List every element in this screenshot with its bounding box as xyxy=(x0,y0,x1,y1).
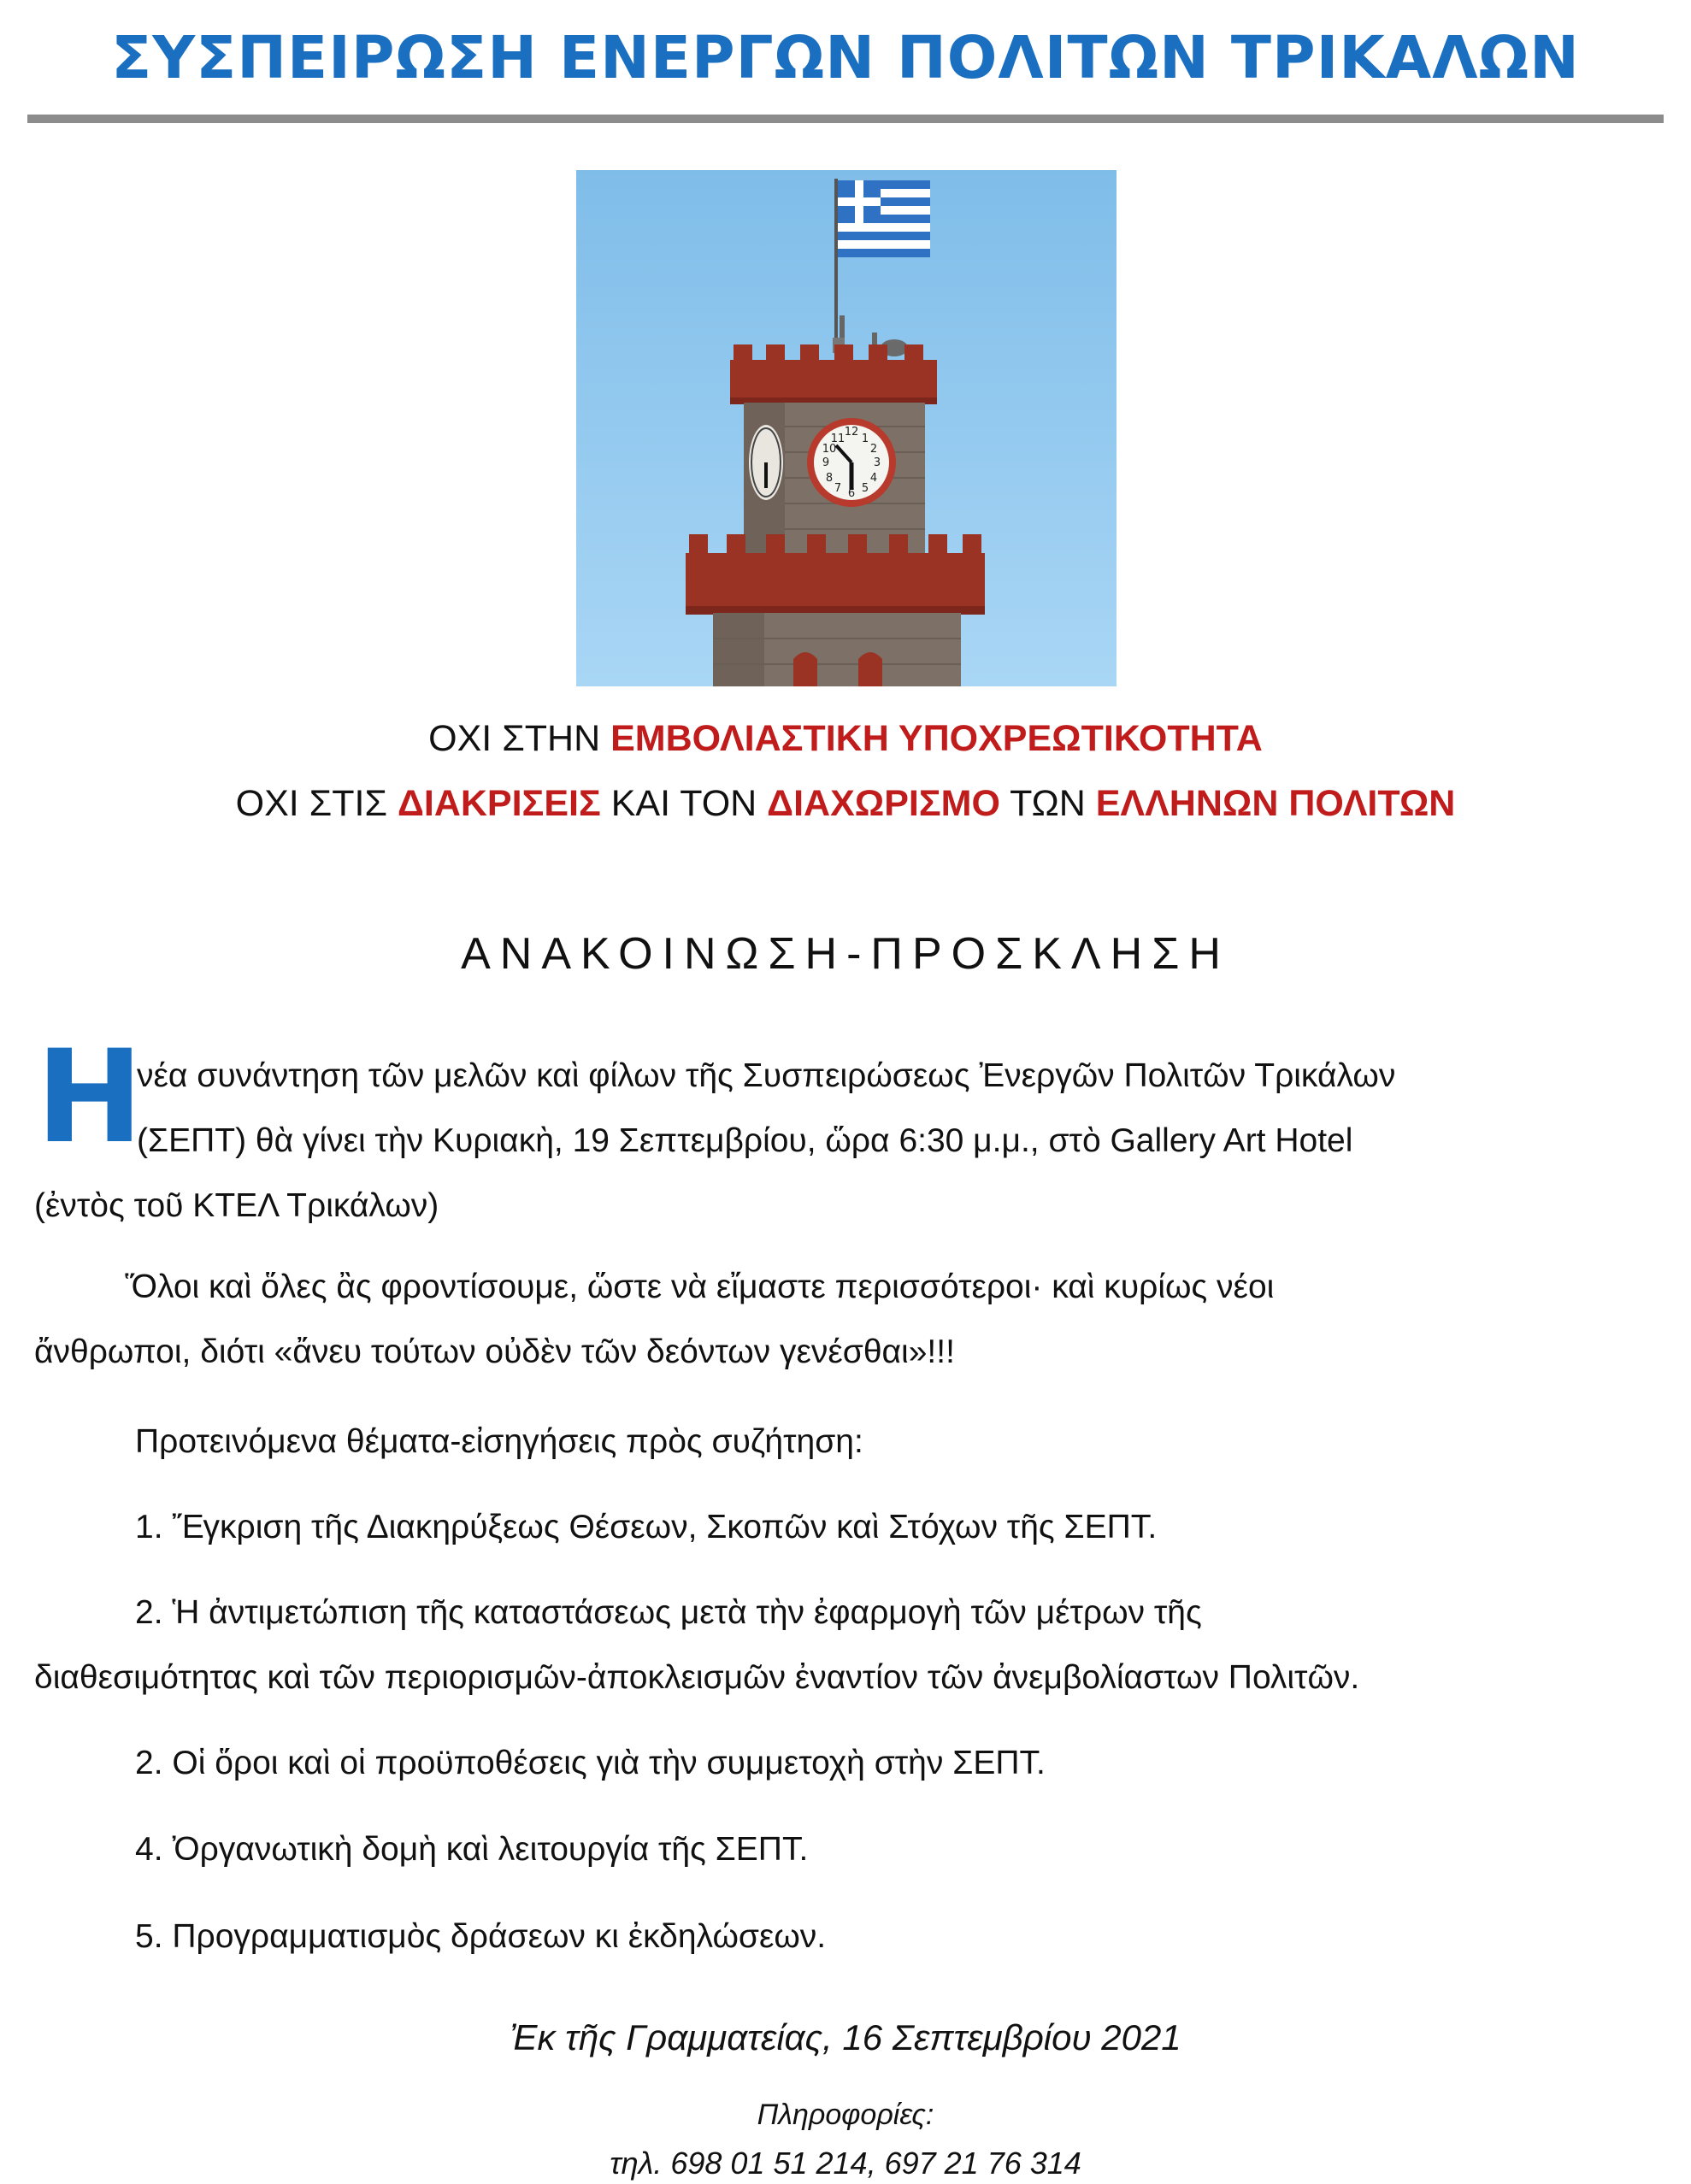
topic-item-continuation: διαθεσιμότητας καὶ τῶν περιορισμῶν-ἀποκλεισμῶν ἐναντίον τῶν ἀνεμβολίαστων Πολιτῶν. xyxy=(34,1659,1360,1696)
intro-line-1: νέα συνάντηση τῶν μελῶν καὶ φίλων τῆς Συσπειρώσεως Ἐνεργῶν Πολιτῶν Τρικάλων xyxy=(137,1057,1396,1094)
appeal-line-1: Ὅλοι καὶ ὅλες ἂς φροντίσουμε, ὥστε νὰ εἴμαστε περισσότεροι· καὶ κυρίως νέοι xyxy=(125,1269,1275,1305)
svg-text:3: 3 xyxy=(873,456,881,469)
slogan-emphasis: ΕΛΛΗΝΩΝ ΠΟΛΙΤΩΝ xyxy=(1095,783,1456,824)
svg-text:10: 10 xyxy=(822,443,837,456)
clock-face-side xyxy=(749,425,783,500)
svg-text:8: 8 xyxy=(825,472,834,485)
topics-intro: Προτεινόμενα θέματα-εἰσηγήσεις πρὸς συζήτηση: xyxy=(135,1423,863,1460)
slogan-emphasis: ΔΙΑΧΩΡΙΣΜΟ xyxy=(767,783,1000,824)
slogan-text: ΟΧΙ ΣΤΙΣ xyxy=(235,783,398,824)
intro-line-2: (ΣΕΠΤ) θὰ γίνει τὴν Κυριακὴ, 19 Σεπτεμβρίου, ὥρα 6:30 μ.μ., στὸ Gallery Art Hotel xyxy=(137,1122,1353,1159)
svg-text:7: 7 xyxy=(834,482,842,495)
header-divider xyxy=(27,115,1664,123)
svg-text:6: 6 xyxy=(847,487,856,500)
slogan-line-1 xyxy=(0,718,1691,760)
intro-line-3: (ἐντὸς τοῦ ΚΤΕΛ Τρικάλων) xyxy=(34,1187,439,1224)
slogan-text: ΟΧΙ ΣΤΗΝ xyxy=(428,718,611,759)
drop-cap: Η xyxy=(36,1023,144,1172)
topic-item: 2. Ἡ ἀντιμετώπιση τῆς καταστάσεως μετὰ τὴν ἐφαρμογὴ τῶν μέτρων τῆς xyxy=(135,1594,1202,1631)
svg-text:4: 4 xyxy=(869,472,878,485)
slogan-line-2 xyxy=(0,783,1691,825)
svg-text:2: 2 xyxy=(869,443,878,456)
topic-item: 2. Οἱ ὅροι καὶ οἱ προϋποθέσεις γιὰ τὴν συμμετοχὴ στὴν ΣΕΠΤ. xyxy=(135,1745,1046,1781)
slogan-emphasis: ΕΜΒΟΛΙΑΣΤΙΚΗ ΥΠΟΧΡΕΩΤΙΚΟΤΗΤΑ xyxy=(610,718,1263,759)
topic-item: 1. Ἔγκριση τῆς Διακηρύξεως Θέσεων, Σκοπῶν καὶ Στόχων τῆς ΣΕΠΤ. xyxy=(135,1509,1158,1545)
slogan-emphasis: ΔΙΑΚΡΙΣΕΙΣ xyxy=(397,783,601,824)
svg-text:9: 9 xyxy=(822,456,830,469)
appeal-line-2: ἄνθρωποι, διότι «ἄνευ τούτων οὐδὲν τῶν δεόντων γενέσθαι»!!! xyxy=(34,1333,955,1370)
contact-phones: τηλ. 698 01 51 214, 697 21 76 314 xyxy=(610,2146,1081,2181)
topic-item: 4. Ὀργανωτικὴ δομὴ καὶ λειτουργία τῆς ΣΕΠΤ. xyxy=(135,1831,809,1868)
slogan-text: ΚΑΙ ΤΟΝ xyxy=(600,783,768,824)
announcement-heading: ΑΝΑΚΟΙΝΩΣΗ-ΠΡΟΣΚΛΗΣΗ xyxy=(461,929,1230,979)
clock-tower-photo xyxy=(576,170,1117,686)
topic-item: 5. Προγραμματισμὸς δράσεων κι ἐκδηλώσεων. xyxy=(135,1918,827,1955)
clock-face-main xyxy=(807,418,896,507)
slogan-text: ΤΩΝ xyxy=(999,783,1096,824)
svg-text:11: 11 xyxy=(830,433,846,445)
contact-label: Πληροφορίες: xyxy=(757,2099,934,2131)
svg-text:5: 5 xyxy=(861,482,869,495)
svg-text:1: 1 xyxy=(861,433,869,445)
organization-title: ΣΥΣΠΕΙΡΩΣΗ ΕΝΕΡΓΩΝ ΠΟΛΙΤΩΝ ΤΡΙΚΑΛΩΝ xyxy=(111,24,1580,92)
svg-text:12: 12 xyxy=(844,426,859,439)
signature-line: Ἐκ τῆς Γραμματείας, 16 Σεπτεμβρίου 2021 xyxy=(510,2017,1181,2057)
